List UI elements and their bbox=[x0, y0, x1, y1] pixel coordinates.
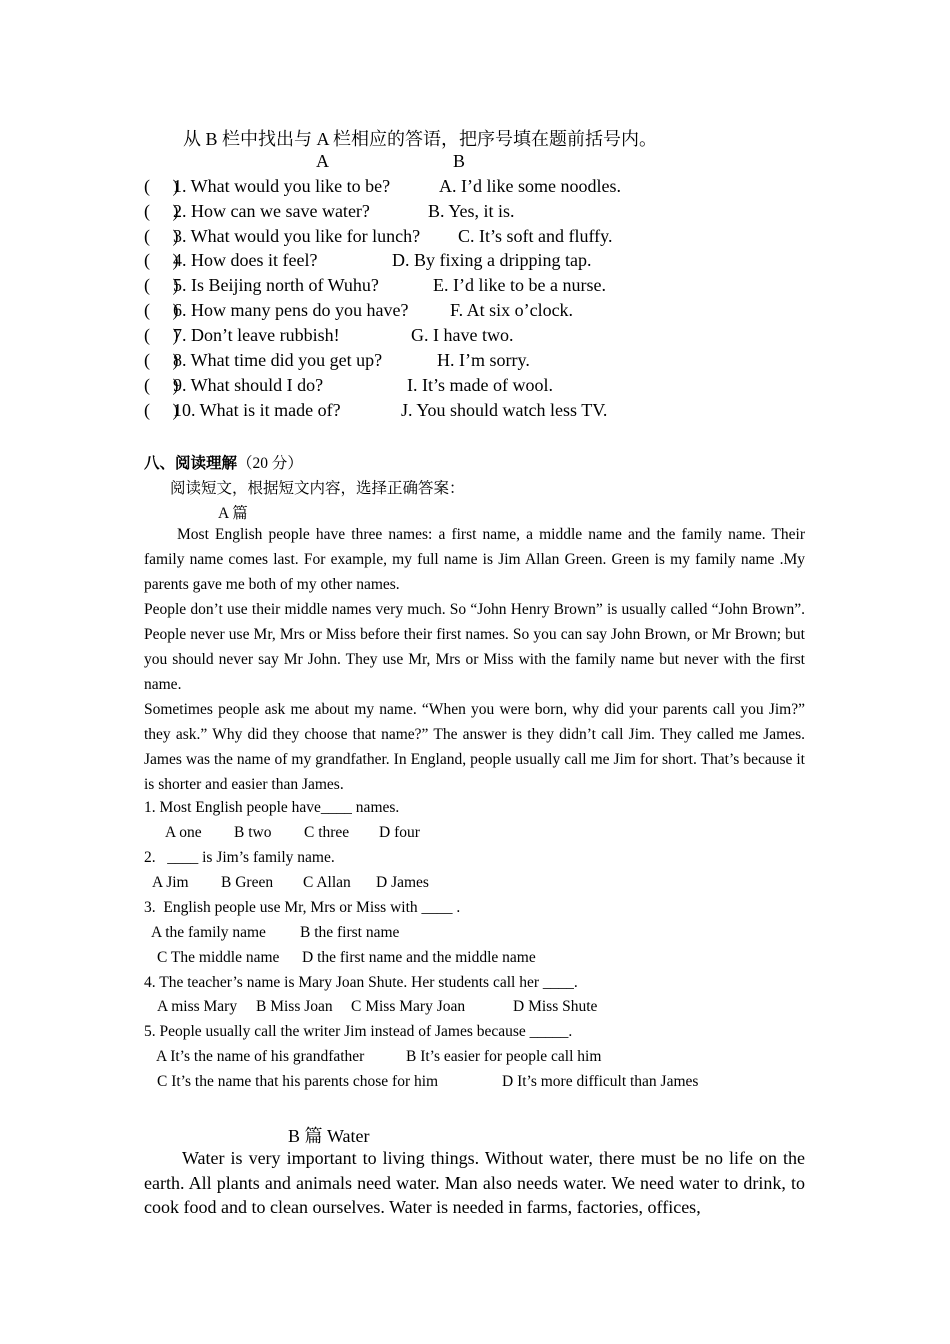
question-a: 8. What time did you get up? bbox=[173, 350, 383, 370]
answer-blank[interactable]: ( ) bbox=[144, 201, 179, 221]
option[interactable]: A one bbox=[165, 824, 202, 841]
option[interactable]: B It’s easier for people call him bbox=[406, 1048, 602, 1065]
option[interactable]: D Miss Shute bbox=[513, 998, 598, 1015]
option[interactable]: A the family name bbox=[151, 924, 266, 941]
question-a: 6. How many pens do you have? bbox=[173, 300, 409, 320]
answer-b: E. I’d like to be a nurse. bbox=[433, 275, 606, 295]
column-b-label: B bbox=[453, 151, 466, 171]
section-score: （20 分） bbox=[237, 455, 303, 472]
option[interactable]: A It’s the name of his grandfather bbox=[156, 1048, 365, 1065]
answer-b: J. You should watch less TV. bbox=[401, 400, 608, 420]
option[interactable]: A Jim bbox=[152, 874, 189, 891]
answer-b: B. Yes, it is. bbox=[428, 201, 515, 221]
answer-blank[interactable]: ( ) bbox=[144, 375, 179, 395]
option[interactable]: D James bbox=[376, 874, 429, 891]
option[interactable]: B Green bbox=[221, 874, 274, 891]
option[interactable]: B two bbox=[234, 824, 272, 841]
question-4: 4. The teacher’s name is Mary Joan Shute. Her students call her ____. bbox=[144, 974, 578, 991]
option[interactable]: C It’s the name that his parents chose for him bbox=[157, 1073, 439, 1090]
passage-a-label: A 篇 bbox=[218, 505, 248, 522]
question-a: 10. What is it made of? bbox=[173, 400, 341, 420]
question-5: 5. People usually call the writer Jim instead of James because _____. bbox=[144, 1023, 573, 1040]
question-a: 1. What would you like to be? bbox=[173, 176, 391, 196]
answer-blank[interactable]: ( ) bbox=[144, 325, 179, 345]
answer-b: I. It’s made of wool. bbox=[407, 375, 553, 395]
option[interactable]: D the first name and the middle name bbox=[302, 949, 536, 966]
answer-b: H. I’m sorry. bbox=[437, 350, 530, 370]
option[interactable]: A miss Mary bbox=[157, 998, 238, 1015]
answer-blank[interactable]: ( ) bbox=[144, 300, 179, 320]
question-1: 1. Most English people have____ names. bbox=[144, 799, 400, 816]
question-a: 4. How does it feel? bbox=[173, 250, 318, 270]
question-a: 3. What would you like for lunch? bbox=[173, 226, 421, 246]
option[interactable]: B the first name bbox=[300, 924, 400, 941]
option[interactable]: D four bbox=[379, 824, 420, 841]
passage-b-paragraph-1: Water is very important to living things. Without water, there must be no life on the earth. All plants and animals need water. Man also needs water. We need water to drink, to cook food and to clean ourselves. Water is needed in farms, factories, offices, bbox=[144, 1148, 805, 1217]
question-a: 5. Is Beijing north of Wuhu? bbox=[173, 275, 379, 295]
answer-blank[interactable]: ( ) bbox=[144, 226, 179, 246]
question-3: 3. English people use Mr, Mrs or Miss with ____ . bbox=[144, 899, 461, 916]
question-2: 2. ____ is Jim’s family name. bbox=[144, 849, 335, 866]
answer-blank[interactable]: ( ) bbox=[144, 275, 179, 295]
option[interactable]: D It’s more difficult than James bbox=[502, 1073, 699, 1090]
answer-b: C. It’s soft and fluffy. bbox=[458, 226, 613, 246]
option[interactable]: C The middle name bbox=[157, 949, 280, 966]
passage-a-paragraph-3: Sometimes people ask me about my name. “When you were born, why did your parents call you Jim?” they ask.” Why did they choose that name?” The answer is they didn’t call Jim. They called me James. James was the name of my grandfather. In England, people usually call me Jim for short. That’s because it is shorter and easier than James. bbox=[144, 701, 805, 793]
question-a: 9. What should I do? bbox=[173, 375, 324, 395]
answer-b: F. At six o’clock. bbox=[450, 300, 574, 320]
passage-a-paragraph-2: People don’t use their middle names very much. So “John Henry Brown” is usually called “John Brown”. People never use Mr, Mrs or Miss before their first names. So you can say John Brown, or Mr Brown; but you should never say Mr John. They use Mr, Mrs or Miss with the family name but never with the first name. bbox=[144, 601, 805, 693]
option[interactable]: C three bbox=[304, 824, 350, 841]
answer-blank[interactable]: ( ) bbox=[144, 350, 179, 370]
question-a: 2. How can we save water? bbox=[173, 201, 370, 221]
question-a: 7. Don’t leave rubbish! bbox=[173, 325, 340, 345]
passage-a-paragraph-1: Most English people have three names: a first name, a middle name and the family name. Their family name comes last. For example, my full name is Jim Allan Green. Green is my family name .My parents gave me both of my other names. bbox=[144, 526, 805, 593]
answer-blank[interactable]: ( ) bbox=[144, 250, 179, 270]
answer-b: A. I’d like some noodles. bbox=[439, 176, 621, 196]
option[interactable]: B Miss Joan bbox=[256, 998, 333, 1015]
section-heading bbox=[144, 451, 303, 473]
matching-instruction: 从 B 栏中找出与 A 栏相应的答语，把序号填在题前括号内。 bbox=[183, 129, 658, 149]
answer-blank[interactable]: ( ) bbox=[144, 176, 179, 196]
answer-blank[interactable]: ( ) bbox=[144, 400, 179, 420]
option[interactable]: C Allan bbox=[303, 874, 351, 891]
answer-b: G. I have two. bbox=[411, 325, 514, 345]
reading-instruction: 阅读短文，根据短文内容，选择正确答案： bbox=[170, 480, 465, 497]
option[interactable]: C Miss Mary Joan bbox=[351, 998, 466, 1015]
column-a-label: A bbox=[316, 151, 329, 171]
passage-b-label: B 篇 Water bbox=[288, 1126, 370, 1146]
answer-b: D. By fixing a dripping tap. bbox=[392, 250, 592, 270]
section-title: 八、阅读理解 bbox=[144, 455, 238, 472]
